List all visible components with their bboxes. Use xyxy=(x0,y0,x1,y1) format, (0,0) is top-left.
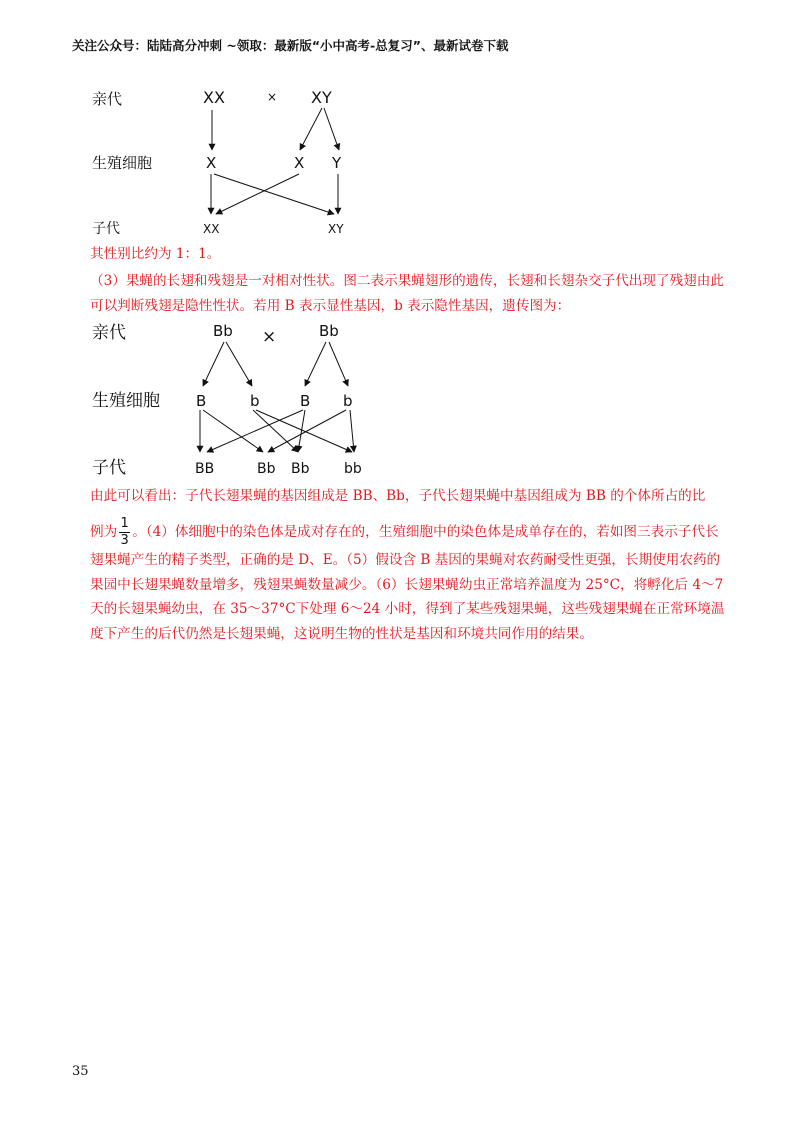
d2-gamete-b2: B xyxy=(300,392,311,410)
page-header: 关注公众号：陆陆高分冲刺 ~领取：最新版“小中高考-总复习”、最新试卷下载 xyxy=(72,38,509,53)
wing-inheritance-diagram xyxy=(92,322,362,478)
d1-cross-symbol: × xyxy=(267,90,278,104)
d2-gamete-b1: B xyxy=(196,392,207,410)
d2-gamete-recessive2: b xyxy=(343,392,353,410)
fraction-denominator: 3 xyxy=(120,533,129,548)
d1-label-offspring: 子代 xyxy=(92,221,120,237)
d1-gamete-x2: X xyxy=(294,154,305,172)
d1-label-parent: 亲代 xyxy=(92,90,123,108)
d2-label-gamete: 生殖细胞 xyxy=(92,391,160,411)
d2-parent-right: Bb xyxy=(319,322,339,340)
d1-offspring-xx: XX xyxy=(203,222,220,236)
d1-parent-right: XY xyxy=(311,88,332,107)
d2-offspring-bb-dominant: BB xyxy=(195,461,215,477)
d2-cross-symbol: × xyxy=(262,327,277,347)
paragraph-3: （3）果蝇的长翅和残翅是一对相对性状。图二表示果蝇翅形的遗传，长翅和长翅杂交子代出现了残翅由此可以判断残翅是隐性性状。若用 B 表示显性基因，b 表示隐性基因，遗传图为： xyxy=(90,273,724,314)
d1-parent-left: XX xyxy=(203,88,225,107)
d2-offspring-bb-het2: Bb xyxy=(291,461,310,477)
d1-label-gamete: 生殖细胞 xyxy=(92,154,153,172)
sex-inheritance-diagram xyxy=(92,88,344,237)
fraction-numerator: 1 xyxy=(120,516,129,531)
conclusion-line-1: 由此可以看出：子代长翅果蝇的基因组成是 BB、Bb，子代长翅果蝇中基因组成为 BB 的个体所占的比 xyxy=(90,488,706,504)
d1-gamete-y: Y xyxy=(332,154,342,172)
conclusion-before-fraction: 例为 xyxy=(90,524,118,540)
page-number: 35 xyxy=(72,1064,89,1079)
d2-offspring-bb-het1: Bb xyxy=(257,461,276,477)
sex-ratio-text: 其性别比约为 1：1。 xyxy=(90,246,221,262)
d1-gamete-x1: X xyxy=(206,154,217,172)
fraction-one-third xyxy=(119,517,130,548)
d2-label-offspring: 子代 xyxy=(92,458,126,478)
d2-offspring-bb-recessive: bb xyxy=(344,461,362,477)
conclusion-after-fraction: 。（4）体细胞中的染色体是成对存在的，生殖细胞中的染色体是成单存在的，若如图三表示子代长翅果蝇产生的精子类型，正确的是 D、E。（5）假设含 B 基因的果蝇对农药耐受性更强，长期使用农药的果园中长翅果蝇数量增多，残翅果蝇数量减少。（6）长翅果蝇幼虫正常培养温度为 25°C，将孵化后 4～7 天的长翅果蝇幼虫，在 35～37°C下处理 6～24 小时，得到了某些残翅果蝇，这些残翅果蝇在正常环境温度下产生的后代仍然是长翅果蝇，这说明生物的性状是基因和环境共同作用的结果。 xyxy=(90,524,725,642)
conclusion-paragraph xyxy=(90,517,730,646)
d2-parent-left: Bb xyxy=(213,322,233,340)
d2-label-parent: 亲代 xyxy=(92,323,126,343)
d2-gamete-recessive1: b xyxy=(250,392,260,410)
d1-offspring-xy: XY xyxy=(328,222,344,236)
